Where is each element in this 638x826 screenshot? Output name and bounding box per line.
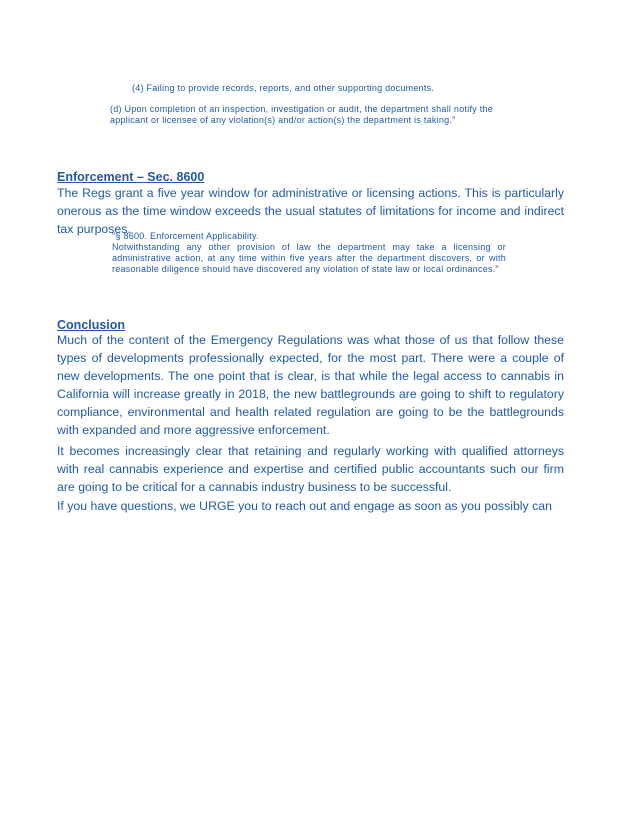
conclusion-paragraph-3: If you have questions, we URGE you to reach out and engage as soon as you possibly can: [57, 499, 552, 513]
section-d-paragraph: (d) Upon completion of an inspection, investigation or audit, the department shall notify the applicant or licensee of any violation(s) and/or action(s) the department is taking.": [110, 104, 493, 125]
conclusion-paragraph-1: Much of the content of the Emergency Regulations was what those of us that follow these types of developments professionally expected, for the most part. There were a couple of new developments. The one point that is clear, is that while the legal access to cannabis in California will increase greatly in 2018, the new battlegrounds are going to shift to regulatory compliance, environmental and health related regulation are going to be the battlegrounds with expanded and more aggressive enforcement.: [57, 333, 564, 437]
conclusion-paragraph-2: It becomes increasingly clear that retaining and regularly working with qualified attorneys with real cannabis experience and expertise and certified public accountants such our firm are going to be critical for a cannabis industry business to be successful.: [57, 444, 564, 494]
conclusion-heading: Conclusion: [57, 318, 126, 332]
enforcement-body: The Regs grant a five year window for administrative or licensing actions. This is particularly onerous as the time window exceeds the usual statutes of limitations for income and indirect tax purposes.: [57, 186, 564, 236]
quote-title: "§ 8600. Enforcement Applicability.: [112, 231, 259, 241]
enforcement-quote: [112, 231, 506, 275]
quote-body: Notwithstanding any other provision of law the department may take a licensing or administrative action, at any time within five years after the department discovers, or with reasonable diligence should have discovered any violation of state law or local ordinances.": [112, 242, 506, 274]
list-item-4: (4) Failing to provide records, reports, and other supporting documents.: [132, 83, 435, 93]
enforcement-heading: Enforcement – Sec. 8600: [57, 170, 205, 184]
